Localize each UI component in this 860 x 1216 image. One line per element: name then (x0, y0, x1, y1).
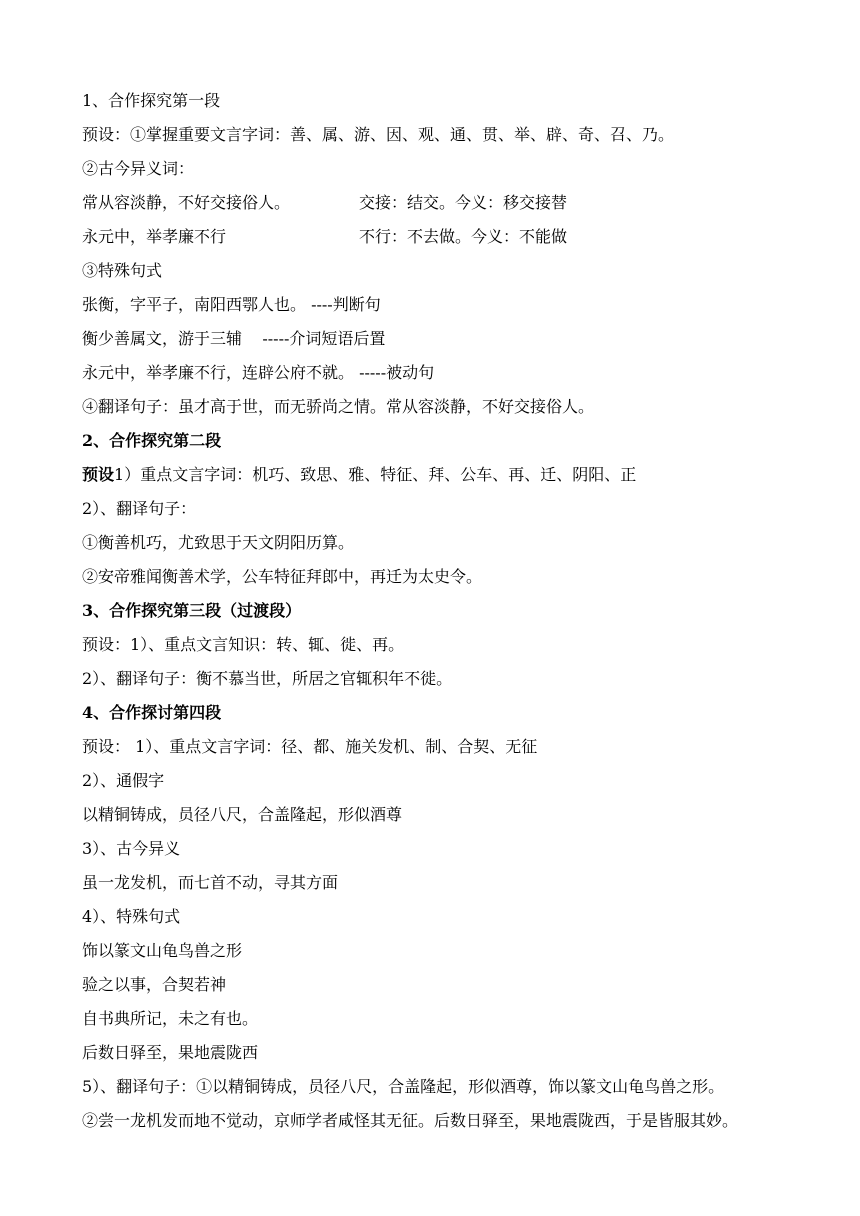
translation-heading-2: 2）、翻译句子： (82, 499, 197, 518)
heading-section-2: 2、合作探究第二段 (82, 431, 222, 450)
ancient-modern-example-4: 虽一龙发机，而七首不动，寻其方面 (82, 873, 339, 892)
translation-item-4b: ②尝一龙机发而地不觉动，京师学者咸怪其无征。后数日驿至，果地震陇西，于是皆服其妙。 (82, 1111, 739, 1130)
translation-item-4a: 5）、翻译句子：①以精铜铸成，员径八尺，合盖隆起，形似酒尊，饰以篆文山龟鸟兽之形。 (82, 1077, 725, 1096)
preset-vocabulary-1: 预设：①掌握重要文言字词：善、属、游、因、观、通、贯、举、辟、奇、召、乃。 (82, 125, 675, 144)
syntax-example-4d: 后数日驿至，果地震陇西 (82, 1043, 259, 1062)
syntax-example-4a: 饰以篆文山龟鸟兽之形 (82, 941, 243, 960)
special-syntax-heading-4: 4）、特殊句式 (82, 907, 181, 926)
heading-section-1: 1、合作探究第一段 (82, 91, 221, 110)
syntax-example-1: 张衡，字平子，南阳西鄂人也。 ----判断句 (82, 295, 381, 314)
translation-item-1: ④翻译句子：虽才高于世，而无骄尚之情。常从容淡静，不好交接俗人。 (82, 397, 595, 416)
ancient-modern-heading-4: 3）、古今异义 (82, 839, 181, 858)
word-explanation: 不行：不去做。今义：不能做 (359, 227, 568, 246)
preset-content: 1）重点文言字词：机巧、致思、雅、特征、拜、公车、再、迁、阴阳、正 (114, 465, 637, 484)
heading-section-3: 3、合作探究第三段（过渡段） (82, 601, 302, 620)
translation-sentence-2b: ②安帝雅闻衡善术学，公车特征拜郎中，再迁为太史令。 (82, 567, 483, 586)
syntax-example-4b: 验之以事，合契若神 (82, 975, 227, 994)
preset-vocabulary-4: 预设： 1）、重点文言字词：径、都、施关发机、制、合契、无征 (82, 737, 538, 756)
special-syntax-heading: ③特殊句式 (82, 261, 163, 280)
translation-sentence-2a: ①衡善机巧，尤致思于天文阴阳历算。 (82, 533, 355, 552)
preset-label: 预设 (82, 465, 115, 484)
heading-section-4: 4、合作探讨第四段 (82, 703, 222, 722)
example-sentence: 永元中，举孝廉不行 (82, 227, 227, 246)
ancient-modern-row-2 (82, 222, 802, 256)
translation-item-3: 2）、翻译句子：衡不慕当世，所居之官辄积年不徙。 (82, 669, 453, 688)
document-page (82, 86, 802, 1140)
preset-vocabulary-2 (82, 460, 802, 494)
loanword-example: 以精铜铸成，员径八尺，合盖隆起，形似酒尊 (82, 805, 403, 824)
word-explanation: 交接：结交。今义：移交接替 (359, 193, 568, 212)
ancient-modern-row-1 (82, 188, 802, 222)
preset-vocabulary-3: 预设：1）、重点文言知识：转、辄、徙、再。 (82, 635, 405, 654)
loanword-heading: 2）、通假字 (82, 771, 165, 790)
syntax-example-2: 衡少善属文，游于三辅 -----介词短语后置 (82, 329, 386, 348)
syntax-example-4c: 自书典所记，未之有也。 (82, 1009, 259, 1028)
ancient-modern-heading: ②古今异义词： (82, 159, 195, 178)
example-sentence: 常从容淡静，不好交接俗人。 (82, 193, 291, 212)
syntax-example-3: 永元中，举孝廉不行，连辟公府不就。 -----被动句 (82, 363, 435, 382)
